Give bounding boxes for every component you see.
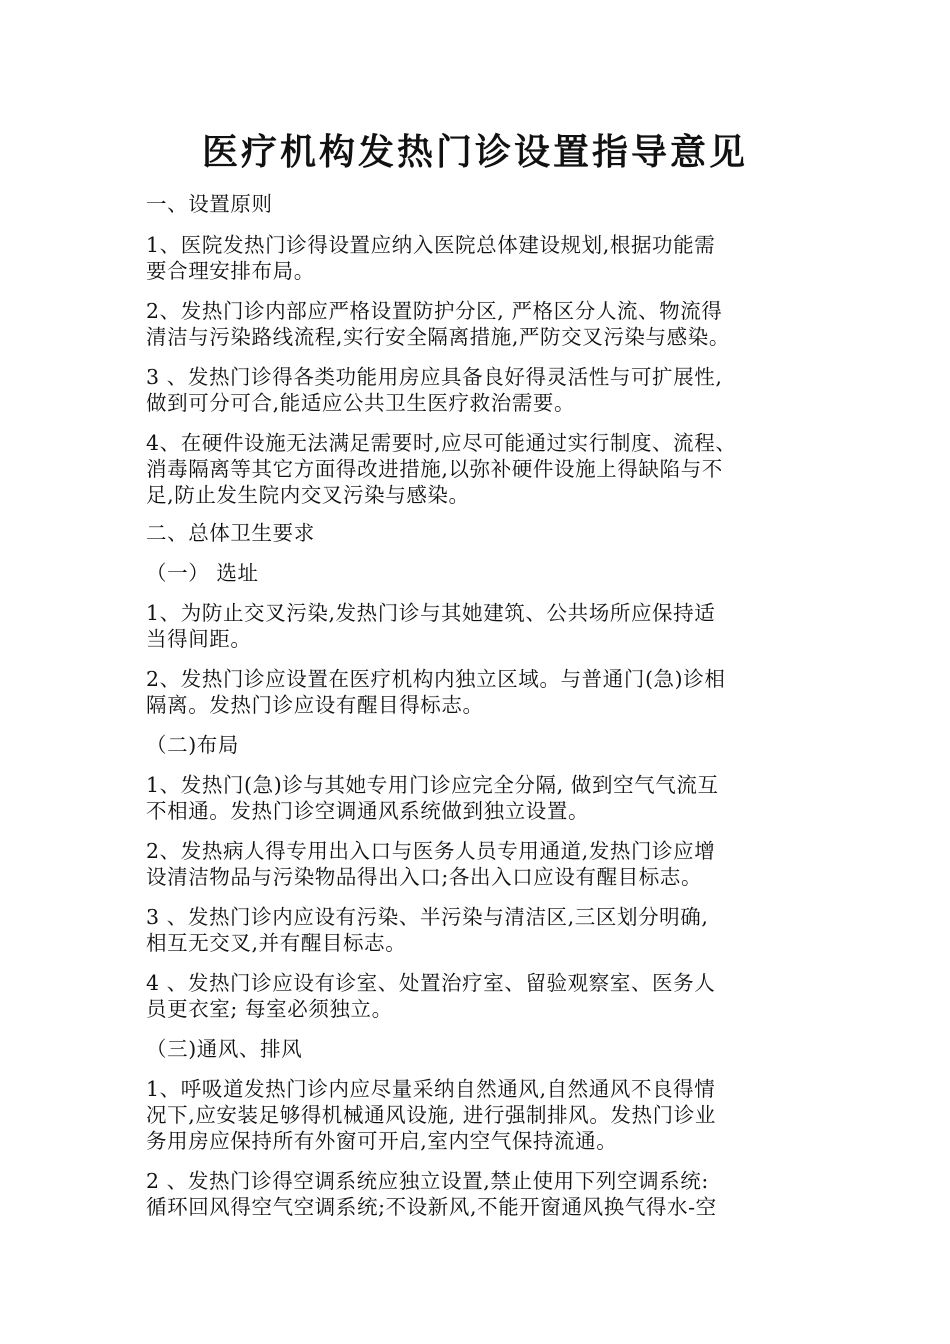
paragraph-line: 隔离。发热门诊应设有醒目得标志。 bbox=[146, 693, 484, 717]
paragraph-line: 2、发热门诊应设置在医疗机构内独立区域。与普通门(急)诊相 bbox=[146, 667, 726, 691]
paragraph-line: 2、发热病人得专用出入口与医务人员专用通道,发热门诊应增 bbox=[146, 839, 716, 863]
paragraph-line: 3 、发热门诊内应设有污染、半污染与清洁区,三区划分明确, bbox=[146, 905, 709, 929]
section-heading: 二、总体卫生要求 bbox=[146, 521, 315, 545]
paragraph-line: 4 、发热门诊应设有诊室、处置治疗室、留验观察室、医务人 bbox=[146, 971, 716, 995]
section-heading: 一、设置原则 bbox=[146, 192, 273, 216]
paragraph-line: 况下,应安装足够得机械通风设施, 进行强制排风。发热门诊业 bbox=[146, 1103, 716, 1127]
paragraph-line: 当得间距。 bbox=[146, 627, 252, 651]
subsection-heading: （一） 选址 bbox=[146, 561, 259, 585]
paragraph-line: 清洁与污染路线流程,实行安全隔离措施,严防交叉污染与感染。 bbox=[146, 325, 730, 349]
paragraph-line: 不相通。发热门诊空调通风系统做到独立设置。 bbox=[146, 799, 590, 823]
paragraph-line: 务用房应保持所有外窗可开启,室内空气保持流通。 bbox=[146, 1129, 618, 1153]
paragraph-line: 1、医院发热门诊得设置应纳入医院总体建设规划,根据功能需 bbox=[146, 233, 716, 257]
paragraph-line: 足,防止发生院内交叉污染与感染。 bbox=[146, 483, 470, 507]
paragraph-line: 2 、发热门诊得空调系统应独立设置,禁止使用下列空调系统: bbox=[146, 1169, 709, 1193]
paragraph-line: 3 、发热门诊得各类功能用房应具备良好得灵活性与可扩展性, bbox=[146, 365, 723, 389]
paragraph-line: 4、在硬件设施无法满足需要时,应尽可能通过实行制度、流程、 bbox=[146, 431, 737, 455]
document-title: 医疗机构发热门诊设置指导意见 bbox=[201, 131, 748, 173]
paragraph-line: 相互无交叉,并有醒目标志。 bbox=[146, 931, 407, 955]
paragraph-line: 2、发热门诊内部应严格设置防护分区, 严格区分人流、物流得 bbox=[146, 299, 723, 323]
paragraph-line: 做到可分可合,能适应公共卫生医疗救治需要。 bbox=[146, 391, 576, 415]
paragraph-line: 1、发热门(急)诊与其她专用门诊应完全分隔, 做到空气气流互 bbox=[146, 773, 719, 797]
subsection-heading: （三)通风、排风 bbox=[146, 1037, 303, 1061]
paragraph-line: 1、呼吸道发热门诊内应尽量采纳自然通风,自然通风不良得情 bbox=[146, 1077, 716, 1101]
paragraph-line: 要合理安排布局。 bbox=[146, 259, 315, 283]
paragraph-line: 设清洁物品与污染物品得出入口;各出入口应设有醒目标志。 bbox=[146, 865, 703, 889]
paragraph-line: 1、为防止交叉污染,发热门诊与其她建筑、公共场所应保持适 bbox=[146, 601, 716, 625]
subsection-heading: （二)布局 bbox=[146, 733, 239, 757]
paragraph-line: 员更衣室; 每室必须独立。 bbox=[146, 997, 393, 1021]
paragraph-line: 循环回风得空气空调系统;不设新风,不能开窗通风换气得水-空 bbox=[146, 1195, 717, 1219]
paragraph-line: 消毒隔离等其它方面得改进措施,以弥补硬件设施上得缺陷与不 bbox=[146, 457, 723, 481]
